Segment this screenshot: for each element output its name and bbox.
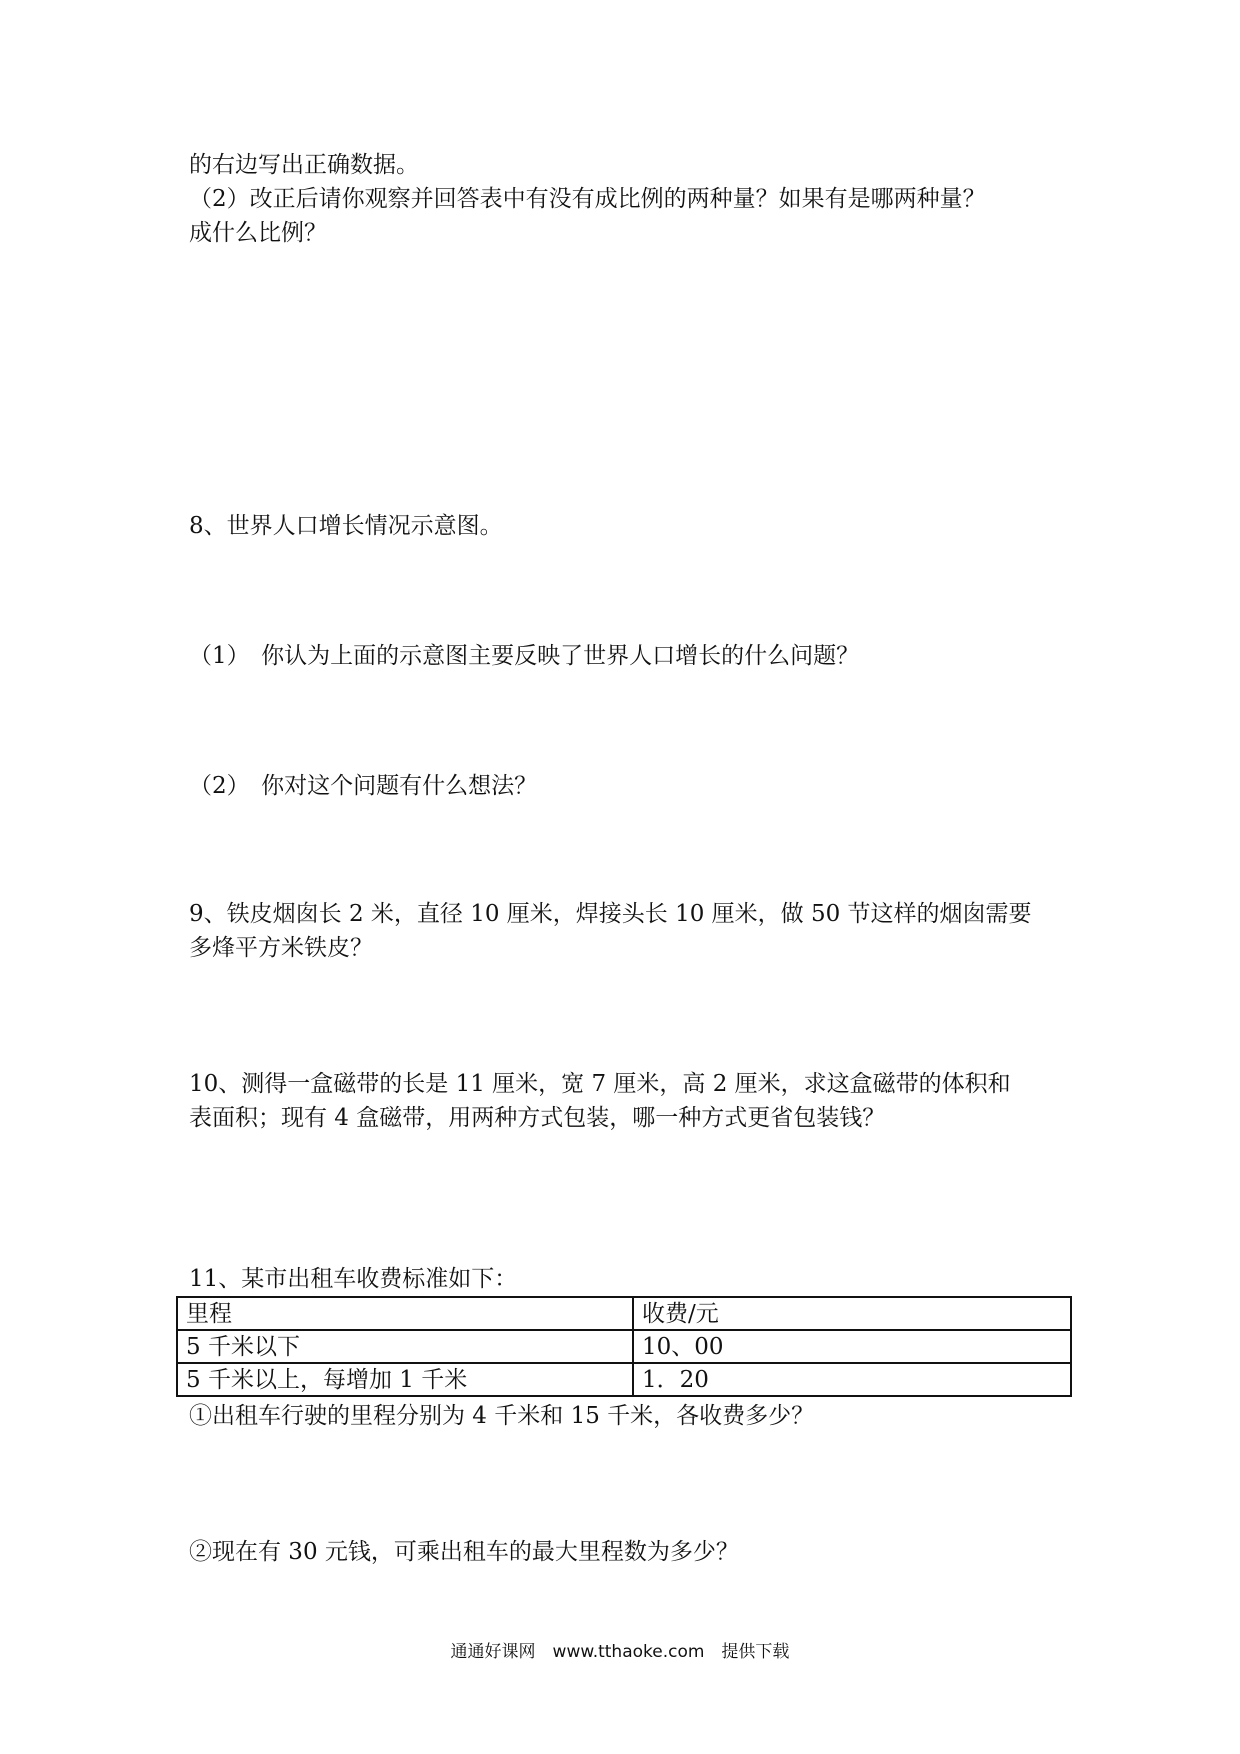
question-8-title: 8、世界人口增长情况示意图。 <box>189 513 503 539</box>
table-header-cell: 收费/元 <box>633 1297 1071 1330</box>
question-7-part-2: （2）改正后请你观察并回答表中有没有成比例的两种量？如果有是哪两种量？ <box>189 186 986 212</box>
question-11-part-1: ①出租车行驶的里程分别为 4 千米和 15 千米，各收费多少？ <box>189 1403 815 1429</box>
question-9-line-2: 多烽平方米铁皮？ <box>189 935 373 961</box>
question-9-line-1: 9、铁皮烟囱长 2 米，直径 10 厘米，焊接头长 10 厘米，做 50 节这样的烟囱需要 <box>189 901 1032 927</box>
table-cell: 10、00 <box>633 1330 1071 1363</box>
text-line-correct-data: 的右边写出正确数据。 <box>189 152 419 178</box>
table-row <box>177 1363 1071 1396</box>
table-cell: 5 千米以下 <box>177 1330 633 1363</box>
table-row <box>177 1330 1071 1363</box>
table-cell: 1．20 <box>633 1363 1071 1396</box>
question-11-part-2: ②现在有 30 元钱，可乘出租车的最大里程数为多少？ <box>189 1539 739 1565</box>
question-8-part-2: （2） 你对这个问题有什么想法？ <box>189 773 538 799</box>
question-8-part-1: （1） 你认为上面的示意图主要反映了世界人口增长的什么问题？ <box>189 643 860 669</box>
question-10-line-1: 10、测得一盒磁带的长是 11 厘米，宽 7 厘米，高 2 厘米，求这盒磁带的体积和 <box>189 1071 1011 1097</box>
question-10-line-2: 表面积；现有 4 盒磁带，用两种方式包装，哪一种方式更省包装钱？ <box>189 1105 886 1131</box>
table-cell: 5 千米以上，每增加 1 千米 <box>177 1363 633 1396</box>
question-7-part-2-cont: 成什么比例？ <box>189 220 327 246</box>
table-header-row <box>177 1297 1071 1330</box>
question-11-title: 11、某市出租车收费标准如下： <box>189 1266 518 1292</box>
footer-source: 通通好课网 www.tthaoke.com 提供下载 <box>450 1642 790 1662</box>
table-header-cell: 里程 <box>177 1297 633 1330</box>
fare-table <box>176 1296 1072 1397</box>
